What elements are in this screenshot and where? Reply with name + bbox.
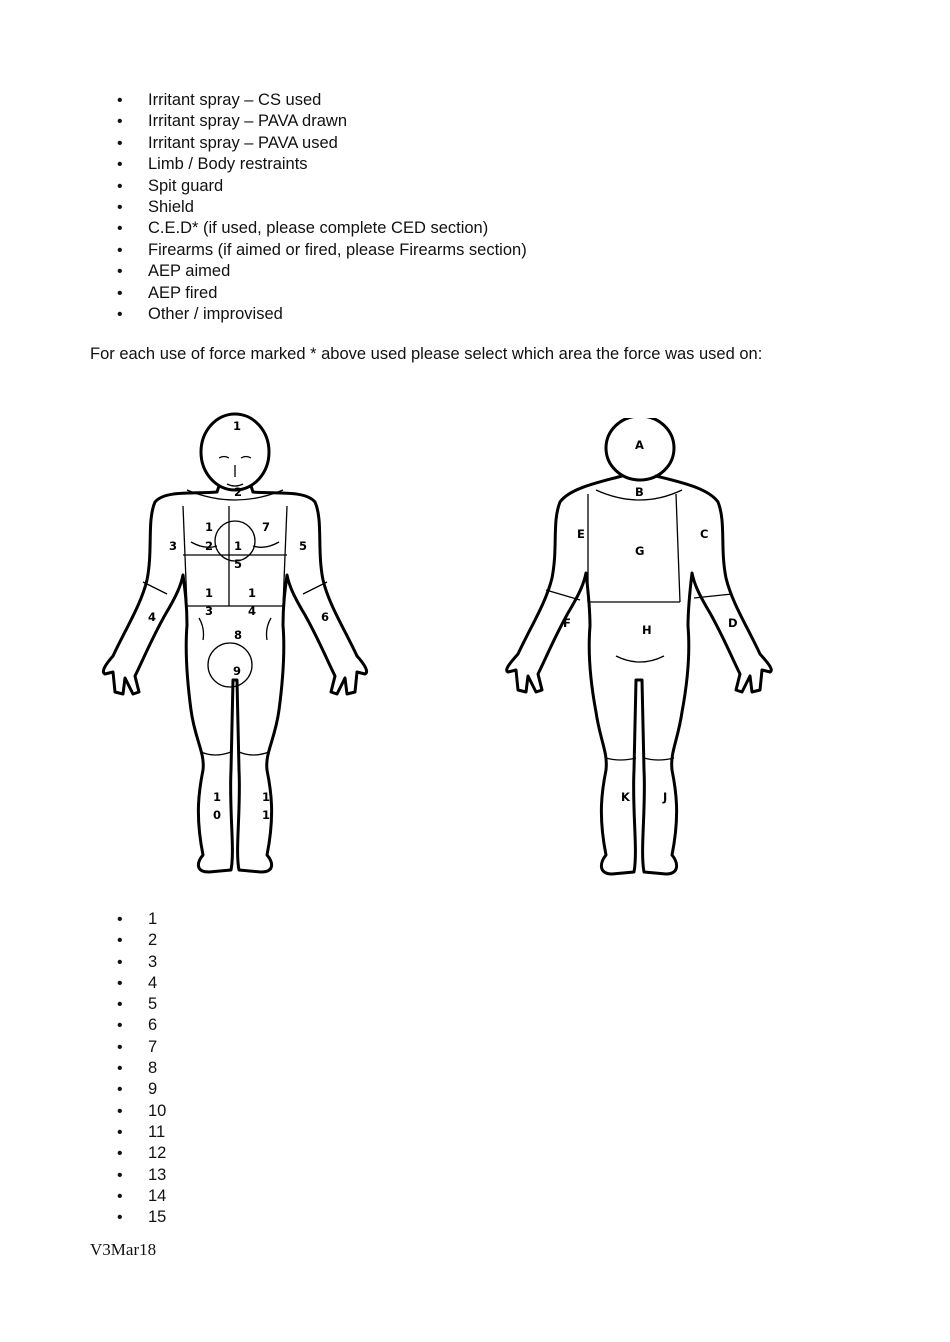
force-option[interactable]: • Other / improvised bbox=[117, 304, 527, 325]
zone-label: 5 bbox=[234, 557, 243, 571]
area-option[interactable]: • 11 bbox=[117, 1122, 166, 1143]
force-option[interactable]: • Irritant spray – CS used bbox=[117, 90, 527, 111]
zone-label: 1 bbox=[248, 586, 257, 600]
area-option[interactable]: • 2 bbox=[117, 930, 166, 951]
force-option[interactable]: • Firearms (if aimed or fired, please Firearms section) bbox=[117, 240, 527, 261]
area-option[interactable]: • 10 bbox=[117, 1101, 166, 1122]
zone-label: 2 bbox=[205, 539, 214, 553]
area-option[interactable]: • 13 bbox=[117, 1165, 166, 1186]
zone-label: F bbox=[563, 616, 571, 630]
zone-label: 9 bbox=[233, 664, 242, 678]
area-option[interactable]: • 12 bbox=[117, 1143, 166, 1164]
force-option[interactable]: • Limb / Body restraints bbox=[117, 154, 527, 175]
zone-label: B bbox=[635, 485, 644, 499]
area-option[interactable]: • 4 bbox=[117, 973, 166, 994]
zone-label: J bbox=[663, 790, 668, 804]
zone-label: 1 bbox=[234, 539, 243, 553]
area-option[interactable]: • 6 bbox=[117, 1015, 166, 1036]
use-of-force-list bbox=[117, 90, 527, 325]
zone-label: 1 bbox=[205, 586, 214, 600]
area-option[interactable]: • 14 bbox=[117, 1186, 166, 1207]
force-option[interactable]: • AEP aimed bbox=[117, 261, 527, 282]
area-option[interactable]: • 3 bbox=[117, 952, 166, 973]
zone-label: 2 bbox=[234, 485, 243, 499]
area-option[interactable]: • 15 bbox=[117, 1207, 166, 1228]
area-option[interactable]: • 7 bbox=[117, 1037, 166, 1058]
zone-label: 3 bbox=[205, 604, 214, 618]
zone-label: 3 bbox=[169, 539, 178, 553]
zone-label: 1 bbox=[233, 419, 242, 433]
force-option[interactable]: • AEP fired bbox=[117, 283, 527, 304]
zone-label: G bbox=[635, 544, 645, 558]
area-option[interactable]: • 8 bbox=[117, 1058, 166, 1079]
zone-label: 1 bbox=[262, 790, 271, 804]
zone-label: 6 bbox=[321, 610, 330, 624]
area-option[interactable]: • 9 bbox=[117, 1079, 166, 1100]
zone-label: 1 bbox=[262, 808, 271, 822]
zone-label: 1 bbox=[213, 790, 222, 804]
zone-label: C bbox=[700, 527, 709, 541]
area-option[interactable]: • 5 bbox=[117, 994, 166, 1015]
zone-label: 4 bbox=[148, 610, 157, 624]
force-option[interactable]: • Shield bbox=[117, 197, 527, 218]
body-area-list bbox=[117, 909, 166, 1228]
back-body-outline bbox=[500, 418, 778, 883]
zone-label: 7 bbox=[262, 520, 271, 534]
version-footer: V3Mar18 bbox=[90, 1240, 157, 1259]
area-option[interactable]: • 1 bbox=[117, 909, 166, 930]
zone-label: A bbox=[635, 438, 644, 452]
force-option[interactable]: • Irritant spray – PAVA drawn bbox=[117, 111, 527, 132]
force-option[interactable]: • Irritant spray – PAVA used bbox=[117, 133, 527, 154]
zone-label: 0 bbox=[213, 808, 222, 822]
zone-label: H bbox=[642, 623, 652, 637]
body-area-instruction: For each use of force marked * above used please select which area the force was used on: bbox=[90, 345, 763, 363]
zone-label: 4 bbox=[248, 604, 257, 618]
zone-label: E bbox=[577, 527, 585, 541]
front-body-diagram bbox=[95, 410, 375, 885]
force-option[interactable]: • Spit guard bbox=[117, 176, 527, 197]
zone-label: K bbox=[621, 790, 630, 804]
force-option[interactable]: • C.E.D* (if used, please complete CED section) bbox=[117, 218, 527, 239]
zone-label: 5 bbox=[299, 539, 308, 553]
front-body-outline bbox=[95, 410, 375, 885]
back-body-diagram bbox=[500, 418, 778, 883]
zone-label: 1 bbox=[205, 520, 214, 534]
zone-label: 8 bbox=[234, 628, 243, 642]
zone-label: D bbox=[728, 616, 738, 630]
